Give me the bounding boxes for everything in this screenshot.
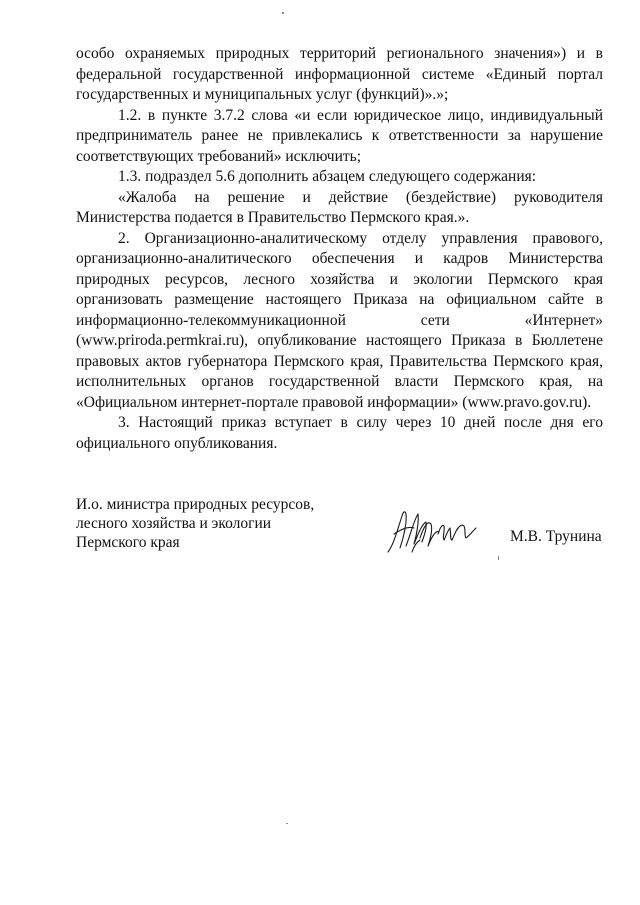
scan-artifact xyxy=(286,823,288,824)
scan-artifact xyxy=(498,556,499,560)
paragraph-item-3: 3. Настоящий приказ вступает в силу через 10 дней после дня его официального опубликования. xyxy=(76,414,603,452)
signer-position-line: Пермского края xyxy=(76,534,180,551)
signer-position-line: И.о. министра природных ресурсов, xyxy=(76,496,315,513)
paragraph-continuation: особо охраняемых природных территорий регионального значения») и в федеральной государственной информационной системе «Единый портал государственных и муниципальных услуг (функций)».»; xyxy=(76,45,603,103)
handwritten-signature xyxy=(384,506,484,556)
paragraph-item-1-2: 1.2. в пункте 3.7.2 слова «и если юридическое лицо, индивидуальный предприниматель ранее не привлекались к ответственности за нарушение соответствующих требований» исключить; xyxy=(76,106,603,165)
scan-artifact xyxy=(282,12,284,14)
signer-name: М.В. Трунина xyxy=(510,528,602,545)
paragraph-item-1-3: 1.3. подраздел 5.6 дополнить абзацем следующего содержания: xyxy=(118,168,537,185)
signer-position xyxy=(76,495,314,552)
document-body xyxy=(76,44,603,454)
paragraph-complaint-quote: «Жалоба на решение и действие (бездействие) руководителя Министерства подается в Правительство Пермского края.». xyxy=(76,188,603,226)
signer-position-line: лесного хозяйства и экологии xyxy=(76,515,272,532)
paragraph-item-2: 2. Организационно-аналитическому отделу управления правового, организационно-аналитического обеспечения и кадров Министерства природных ресурсов, лесного хозяйства и экологии Пермского края организовать размещение настоящего Приказа на официальном сайте в информационно-телекоммуникационной сети «Интернет» (www.priroda.permkrai.ru), опубликование настоящего Приказа в Бюллетене правовых актов губернатора Пермского края, Правительства Пермского края, исполнительных органов государственной власти Пермского края, на «Официальном интернет-портале правовой информации» (www.pravo.gov.ru). xyxy=(76,229,603,411)
